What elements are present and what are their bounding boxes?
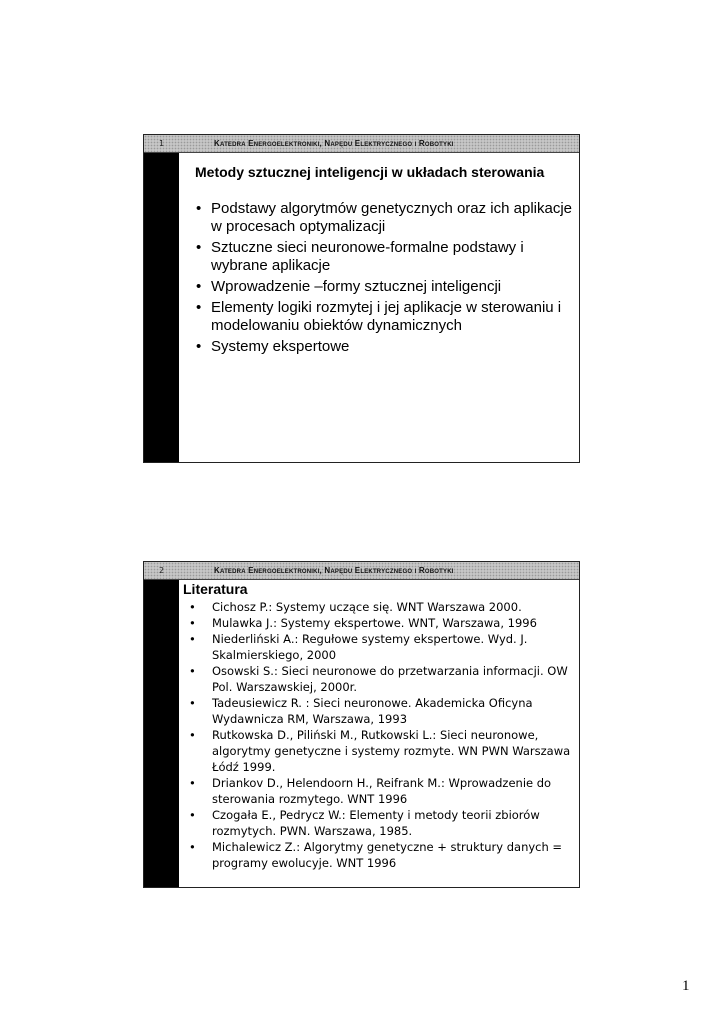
reference-item: • Tadeusiewicz R. : Sieci neuronowe. Akademicka Oficyna Wydawnicza RM, Warszawa, 1993 xyxy=(188,695,580,727)
slide-title: Literatura xyxy=(183,581,248,597)
topic-item: • Elementy logiki rozmytej i jej aplikacje w sterowaniu i modelowaniu obiektów dynamicznych xyxy=(195,299,575,335)
topic-item: • Podstawy algorytmów genetycznych oraz ich aplikacje w procesach optymalizacji xyxy=(195,200,575,236)
reference-item: • Rutkowska D., Piliński M., Rutkowski L.: Sieci neuronowe, algorytmy genetyczne i systemy rozmyte. WN PWN Warszawa Łódź 1999. xyxy=(188,727,580,775)
topic-item: • Sztuczne sieci neuronowe-formalne podstawy i wybrane aplikacje xyxy=(195,239,575,275)
topic-item: • Systemy ekspertowe xyxy=(195,338,575,356)
slide-number: 1 xyxy=(158,139,165,148)
slide-header xyxy=(144,562,579,580)
reference-item: • Niederliński A.: Regułowe systemy ekspertowe. Wyd. J. Skalmierskiego, 2000 xyxy=(188,631,580,663)
reference-item: • Michalewicz Z.: Algorytmy genetyczne + struktury danych = programy ewolucyje. WNT 1996 xyxy=(188,839,580,871)
slide-1 xyxy=(143,134,580,463)
reference-item: • Czogała E., Pedrycz W.: Elementy i metody teorii zbiorów rozmytych. PWN. Warszawa, 1985. xyxy=(188,807,580,839)
slide-2 xyxy=(143,561,580,888)
department-header: Katedra Energoelektroniki, Napędu Elektrycznego i Robotyki xyxy=(214,139,454,148)
reference-list xyxy=(188,599,580,871)
reference-item: • Driankov D., Helendoorn H., Reifrank M.: Wprowadzenie do sterowania rozmytego. WNT 1996 xyxy=(188,775,580,807)
reference-item: • Osowski S.: Sieci neuronowe do przetwarzania informacji. OW Pol. Warszawskiej, 2000r. xyxy=(188,663,580,695)
department-header: Katedra Energoelektroniki, Napędu Elektrycznego i Robotyki xyxy=(214,566,454,575)
page-number: 1 xyxy=(682,978,690,994)
slide-number: 2 xyxy=(158,566,165,575)
reference-item: • Cichosz P.: Systemy uczące się. WNT Warszawa 2000. xyxy=(188,599,580,615)
slide-title: Metody sztucznej inteligencji w układach sterowania xyxy=(195,164,545,180)
slide-sidebar xyxy=(144,153,179,462)
topic-item: • Wprowadzenie –formy sztucznej inteligencji xyxy=(195,278,575,296)
slide-sidebar xyxy=(144,580,179,887)
slide-header xyxy=(144,135,579,153)
reference-item: • Mulawka J.: Systemy ekspertowe. WNT, Warszawa, 1996 xyxy=(188,615,580,631)
topic-list xyxy=(195,200,575,359)
